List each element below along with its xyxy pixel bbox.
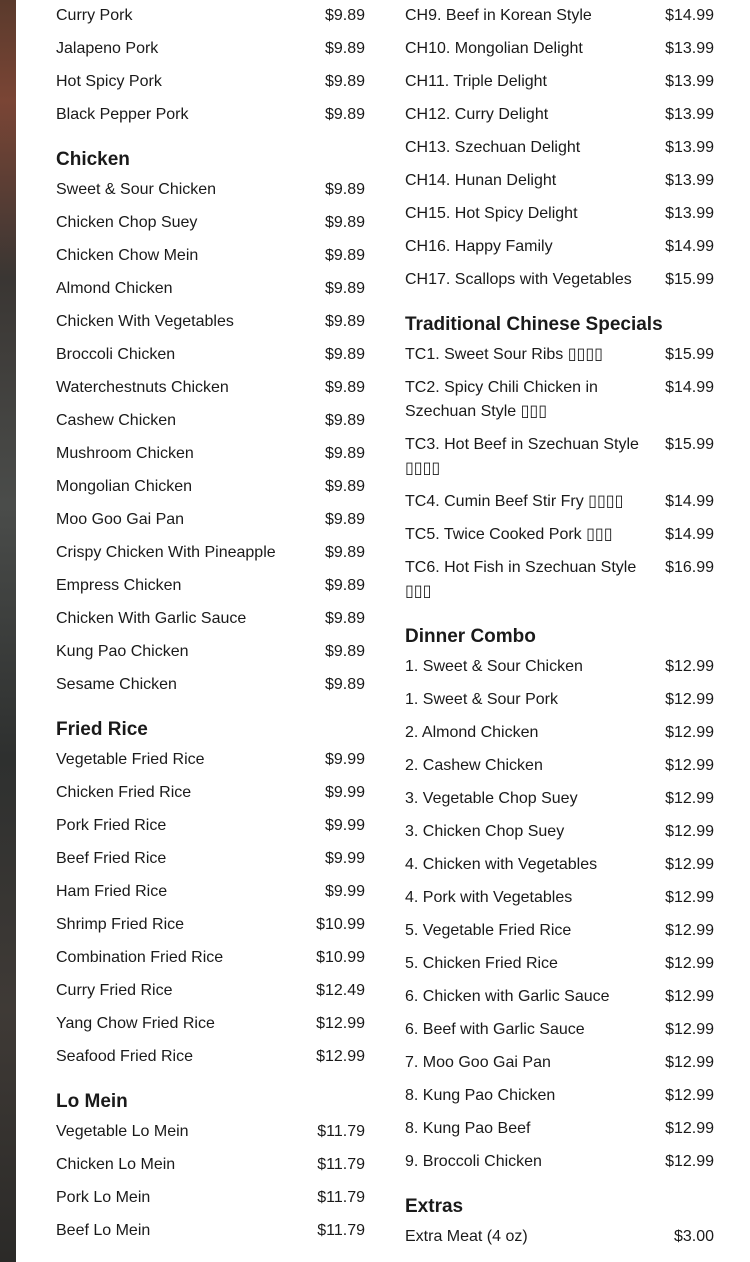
menu-item[interactable] — [405, 882, 714, 915]
menu-item-price: $13.99 — [665, 106, 714, 123]
menu-item[interactable] — [56, 174, 365, 207]
menu-item[interactable] — [405, 486, 714, 519]
menu-item-name: Empress Chicken — [56, 577, 182, 594]
menu-item-price: $12.99 — [665, 988, 714, 1005]
menu-item-name: CH10. Mongolian Delight — [405, 40, 583, 57]
menu-item-price: $12.99 — [665, 724, 714, 741]
menu-item-price: $9.89 — [324, 73, 365, 90]
menu-item[interactable] — [56, 777, 365, 810]
menu-item-price: $3.00 — [673, 1228, 714, 1245]
menu-item-price: $14.99 — [665, 238, 714, 255]
menu-item-price: $9.89 — [324, 610, 365, 627]
menu-item[interactable] — [405, 948, 714, 981]
menu-item[interactable] — [56, 405, 365, 438]
menu-item[interactable] — [56, 909, 365, 942]
menu-item-price: $13.99 — [665, 205, 714, 222]
menu-item-name: Crispy Chicken With Pineapple — [56, 544, 276, 561]
menu-item-price: $12.99 — [665, 856, 714, 873]
menu-item[interactable] — [56, 636, 365, 669]
menu-item-name: CH17. Scallops with Vegetables — [405, 271, 632, 288]
menu-item-price: $9.89 — [324, 643, 365, 660]
menu-item[interactable] — [405, 99, 714, 132]
menu-item-price: $9.89 — [324, 511, 365, 528]
menu-item-price: $9.89 — [324, 7, 365, 24]
menu-item-name: Sweet & Sour Chicken — [56, 181, 217, 198]
menu-item-price: $14.99 — [665, 379, 714, 396]
menu-section-continued — [56, 0, 365, 132]
menu-item[interactable] — [405, 783, 714, 816]
menu-item-name: TC2. Spicy Chili Chicken in Szechuan Style ▯▯▯ — [405, 379, 598, 420]
menu-item-price: $11.79 — [317, 1123, 365, 1140]
menu-item-price: $9.89 — [324, 445, 365, 462]
menu-item-price: $12.99 — [665, 691, 714, 708]
menu-item-price: $16.99 — [665, 559, 714, 576]
section-title: Chicken — [56, 149, 130, 170]
menu-item-name: 6. Chicken with Garlic Sauce — [405, 988, 610, 1005]
menu-item[interactable] — [56, 537, 365, 570]
section-title: Fried Rice — [56, 719, 148, 740]
menu-item-price: $9.99 — [324, 850, 365, 867]
menu-item-name: Hot Spicy Pork — [56, 73, 162, 90]
menu-item-price: $9.89 — [324, 247, 365, 264]
menu-item-name: CH11. Triple Delight — [405, 73, 547, 90]
menu-item-name: Broccoli Chicken — [56, 346, 176, 363]
section-title: Extras — [405, 1196, 464, 1217]
menu-section-continued — [405, 0, 714, 297]
section-title: Traditional Chinese Specials — [405, 314, 663, 335]
menu-item-price: $12.49 — [316, 982, 365, 999]
menu-item[interactable] — [405, 165, 714, 198]
menu-item-price: $12.99 — [665, 757, 714, 774]
menu-item-name: 4. Pork with Vegetables — [405, 889, 573, 906]
menu-item-name: Mongolian Chicken — [56, 478, 193, 495]
menu-item-name: TC1. Sweet Sour Ribs ▯▯▯▯ — [405, 346, 603, 363]
menu-item[interactable] — [56, 669, 365, 702]
menu-item-name: Pork Fried Rice — [56, 817, 167, 834]
menu-item-name: CH14. Hunan Delight — [405, 172, 557, 189]
menu-item-price: $11.79 — [317, 1222, 365, 1239]
menu-item-price: $15.99 — [665, 436, 714, 453]
menu-item[interactable] — [405, 339, 714, 372]
menu-item-name: 4. Chicken with Vegetables — [405, 856, 598, 873]
menu-item-price: $13.99 — [665, 73, 714, 90]
menu-item-name: Chicken Chow Mein — [56, 247, 199, 264]
menu-item[interactable] — [405, 231, 714, 264]
menu-item-price: $12.99 — [665, 658, 714, 675]
menu-item-price: $12.99 — [665, 889, 714, 906]
menu-item[interactable] — [405, 981, 714, 1014]
menu-item-name: 2. Almond Chicken — [405, 724, 539, 741]
menu-item-price: $9.89 — [324, 313, 365, 330]
menu-item[interactable] — [56, 1041, 365, 1074]
menu-item-name: Curry Pork — [56, 7, 133, 24]
menu-item-price: $12.99 — [665, 922, 714, 939]
menu-item-price: $12.99 — [316, 1048, 365, 1065]
menu-item-name: Curry Fried Rice — [56, 982, 173, 999]
menu-item[interactable] — [56, 1215, 365, 1248]
menu-item[interactable] — [405, 750, 714, 783]
menu-item[interactable] — [56, 843, 365, 876]
menu-item-name: 5. Vegetable Fried Rice — [405, 922, 572, 939]
menu-item[interactable] — [405, 849, 714, 882]
menu-item-name: Black Pepper Pork — [56, 106, 189, 123]
menu-item-price: $9.89 — [324, 40, 365, 57]
menu-item-price: $12.99 — [665, 1153, 714, 1170]
menu-item-price: $9.99 — [324, 751, 365, 768]
menu-item-price: $12.99 — [665, 1120, 714, 1137]
menu-item-price: $15.99 — [665, 271, 714, 288]
menu-item-price: $11.79 — [317, 1156, 365, 1173]
menu-item[interactable] — [405, 0, 714, 33]
menu-section-extras — [405, 1193, 714, 1254]
menu-section-traditional-chinese-specials — [405, 311, 714, 609]
menu-item[interactable] — [56, 207, 365, 240]
menu-item-name: TC6. Hot Fish in Szechuan Style ▯▯▯ — [405, 559, 637, 600]
menu-item[interactable] — [405, 264, 714, 297]
menu-item-price: $9.89 — [324, 577, 365, 594]
menu-item-price: $10.99 — [316, 916, 365, 933]
menu-item-name: 7. Moo Goo Gai Pan — [405, 1054, 551, 1071]
menu-item-name: Chicken With Vegetables — [56, 313, 234, 330]
menu-item-name: Cashew Chicken — [56, 412, 177, 429]
menu-item[interactable] — [56, 1008, 365, 1041]
menu-column-left — [56, 0, 365, 1248]
menu-item-price: $10.99 — [316, 949, 365, 966]
menu-item-price: $12.99 — [316, 1015, 365, 1032]
menu-item-name: TC3. Hot Beef in Szechuan Style ▯▯▯▯ — [405, 436, 639, 477]
menu-item[interactable] — [405, 1047, 714, 1080]
menu-item[interactable] — [405, 198, 714, 231]
menu-item-name: CH13. Szechuan Delight — [405, 139, 581, 156]
menu-item-price: $12.99 — [665, 1021, 714, 1038]
menu-item-name: 9. Broccoli Chicken — [405, 1153, 542, 1170]
menu-item-name: Ham Fried Rice — [56, 883, 168, 900]
menu-item[interactable] — [405, 372, 714, 429]
menu-item-name: TC5. Twice Cooked Pork ▯▯▯ — [405, 526, 613, 543]
menu-item[interactable] — [405, 552, 714, 609]
menu-item[interactable] — [56, 273, 365, 306]
menu-item-price: $9.99 — [324, 883, 365, 900]
menu-item[interactable] — [405, 651, 714, 684]
menu-column-right — [405, 0, 714, 1254]
menu-item[interactable] — [405, 66, 714, 99]
menu-item-price: $12.99 — [665, 955, 714, 972]
menu-item-name: Kung Pao Chicken — [56, 643, 189, 660]
menu-item-name: Sesame Chicken — [56, 676, 177, 693]
menu-item[interactable] — [405, 1146, 714, 1179]
menu-item-name: 6. Beef with Garlic Sauce — [405, 1021, 585, 1038]
section-title: Dinner Combo — [405, 626, 536, 647]
menu-section-fried-rice — [56, 716, 365, 1074]
menu-item-price: $13.99 — [665, 172, 714, 189]
menu-item[interactable] — [56, 471, 365, 504]
menu-item[interactable] — [56, 1116, 365, 1149]
menu-item[interactable] — [56, 1182, 365, 1215]
menu-item-name: Waterchestnuts Chicken — [56, 379, 229, 396]
menu-item-name: Vegetable Lo Mein — [56, 1123, 189, 1140]
menu-section-chicken — [56, 146, 365, 702]
menu-item-price: $12.99 — [665, 823, 714, 840]
menu-item[interactable] — [405, 132, 714, 165]
menu-item[interactable] — [56, 99, 365, 132]
menu-item-name: Chicken Chop Suey — [56, 214, 198, 231]
menu-item[interactable] — [56, 0, 365, 33]
menu-item-name: Almond Chicken — [56, 280, 173, 297]
menu-item-name: Vegetable Fried Rice — [56, 751, 205, 768]
menu-item-name: Chicken With Garlic Sauce — [56, 610, 247, 627]
menu-item[interactable] — [56, 876, 365, 909]
menu-item-name: CH15. Hot Spicy Delight — [405, 205, 578, 222]
menu-item[interactable] — [56, 66, 365, 99]
menu-item-price: $12.99 — [665, 1054, 714, 1071]
menu-item[interactable] — [405, 717, 714, 750]
menu-item[interactable] — [405, 816, 714, 849]
menu-item-price: $14.99 — [665, 7, 714, 24]
menu-item-name: 3. Vegetable Chop Suey — [405, 790, 578, 807]
menu-item-name: 2. Cashew Chicken — [405, 757, 543, 774]
menu-item-name: 5. Chicken Fried Rice — [405, 955, 558, 972]
menu-item-name: Shrimp Fried Rice — [56, 916, 185, 933]
menu-item-name: Chicken Fried Rice — [56, 784, 192, 801]
menu-item-price: $9.89 — [324, 379, 365, 396]
menu-item-price: $12.99 — [665, 790, 714, 807]
menu-item[interactable] — [56, 570, 365, 603]
menu-item-price: $9.89 — [324, 181, 365, 198]
menu-item-name: Seafood Fried Rice — [56, 1048, 193, 1065]
menu-item[interactable] — [56, 438, 365, 471]
menu-item[interactable] — [56, 33, 365, 66]
menu-item-name: 3. Chicken Chop Suey — [405, 823, 565, 840]
background-photo-strip — [0, 0, 16, 1262]
menu-item-price: $9.89 — [324, 412, 365, 429]
menu-item[interactable] — [56, 975, 365, 1008]
menu-item[interactable] — [56, 942, 365, 975]
menu-item-price: $11.79 — [317, 1189, 365, 1206]
menu-section-lo-mein — [56, 1088, 365, 1248]
menu-item-price: $15.99 — [665, 346, 714, 363]
menu-item-price: $13.99 — [665, 139, 714, 156]
menu-item[interactable] — [405, 1014, 714, 1047]
menu-item[interactable] — [56, 504, 365, 537]
menu-item-price: $13.99 — [665, 40, 714, 57]
menu-item-name: Extra Meat (4 oz) — [405, 1228, 528, 1245]
menu-item-price: $9.99 — [324, 817, 365, 834]
menu-item-name: 8. Kung Pao Beef — [405, 1120, 531, 1137]
menu-item[interactable] — [56, 1149, 365, 1182]
menu-item[interactable] — [405, 429, 714, 486]
menu-item[interactable] — [56, 339, 365, 372]
menu-item[interactable] — [405, 684, 714, 717]
menu-item-name: CH12. Curry Delight — [405, 106, 549, 123]
menu-item-name: Pork Lo Mein — [56, 1189, 151, 1206]
menu-item[interactable] — [405, 519, 714, 552]
menu-item[interactable] — [56, 744, 365, 777]
menu-item[interactable] — [405, 915, 714, 948]
menu-item-name: 1. Sweet & Sour Chicken — [405, 658, 583, 675]
menu-item-name: Beef Fried Rice — [56, 850, 167, 867]
menu-item-name: CH9. Beef in Korean Style — [405, 7, 592, 24]
menu-item-price: $9.89 — [324, 544, 365, 561]
menu-item-name: Moo Goo Gai Pan — [56, 511, 185, 528]
menu-item-price: $12.99 — [665, 1087, 714, 1104]
menu-item-price: $14.99 — [665, 493, 714, 510]
menu-item-name: Combination Fried Rice — [56, 949, 224, 966]
menu-item-name: TC4. Cumin Beef Stir Fry ▯▯▯▯ — [405, 493, 624, 510]
menu-item-name: Yang Chow Fried Rice — [56, 1015, 215, 1032]
menu-item[interactable] — [56, 306, 365, 339]
menu-item-price: $9.89 — [324, 106, 365, 123]
menu-item[interactable] — [56, 810, 365, 843]
section-title: Lo Mein — [56, 1091, 128, 1112]
menu-item[interactable] — [56, 372, 365, 405]
menu-item[interactable] — [56, 240, 365, 273]
menu-item-price: $9.89 — [324, 478, 365, 495]
menu-item-name: 8. Kung Pao Chicken — [405, 1087, 556, 1104]
menu-item-name: 1. Sweet & Sour Pork — [405, 691, 558, 708]
menu-item-name: Beef Lo Mein — [56, 1222, 151, 1239]
menu-item-price: $9.89 — [324, 280, 365, 297]
menu-item-price: $14.99 — [665, 526, 714, 543]
menu-item[interactable] — [56, 603, 365, 636]
menu-item[interactable] — [405, 1113, 714, 1146]
menu-item-name: CH16. Happy Family — [405, 238, 553, 255]
menu-section-dinner-combo — [405, 623, 714, 1179]
menu-item-name: Jalapeno Pork — [56, 40, 159, 57]
menu-item-price: $9.89 — [324, 676, 365, 693]
menu-item-price: $9.99 — [324, 784, 365, 801]
menu-item-price: $9.89 — [324, 214, 365, 231]
menu-item[interactable] — [405, 1221, 714, 1254]
menu-item[interactable] — [405, 1080, 714, 1113]
menu-item-name: Chicken Lo Mein — [56, 1156, 176, 1173]
menu-item-price: $9.89 — [324, 346, 365, 363]
menu-item[interactable] — [405, 33, 714, 66]
menu-item-name: Mushroom Chicken — [56, 445, 194, 462]
